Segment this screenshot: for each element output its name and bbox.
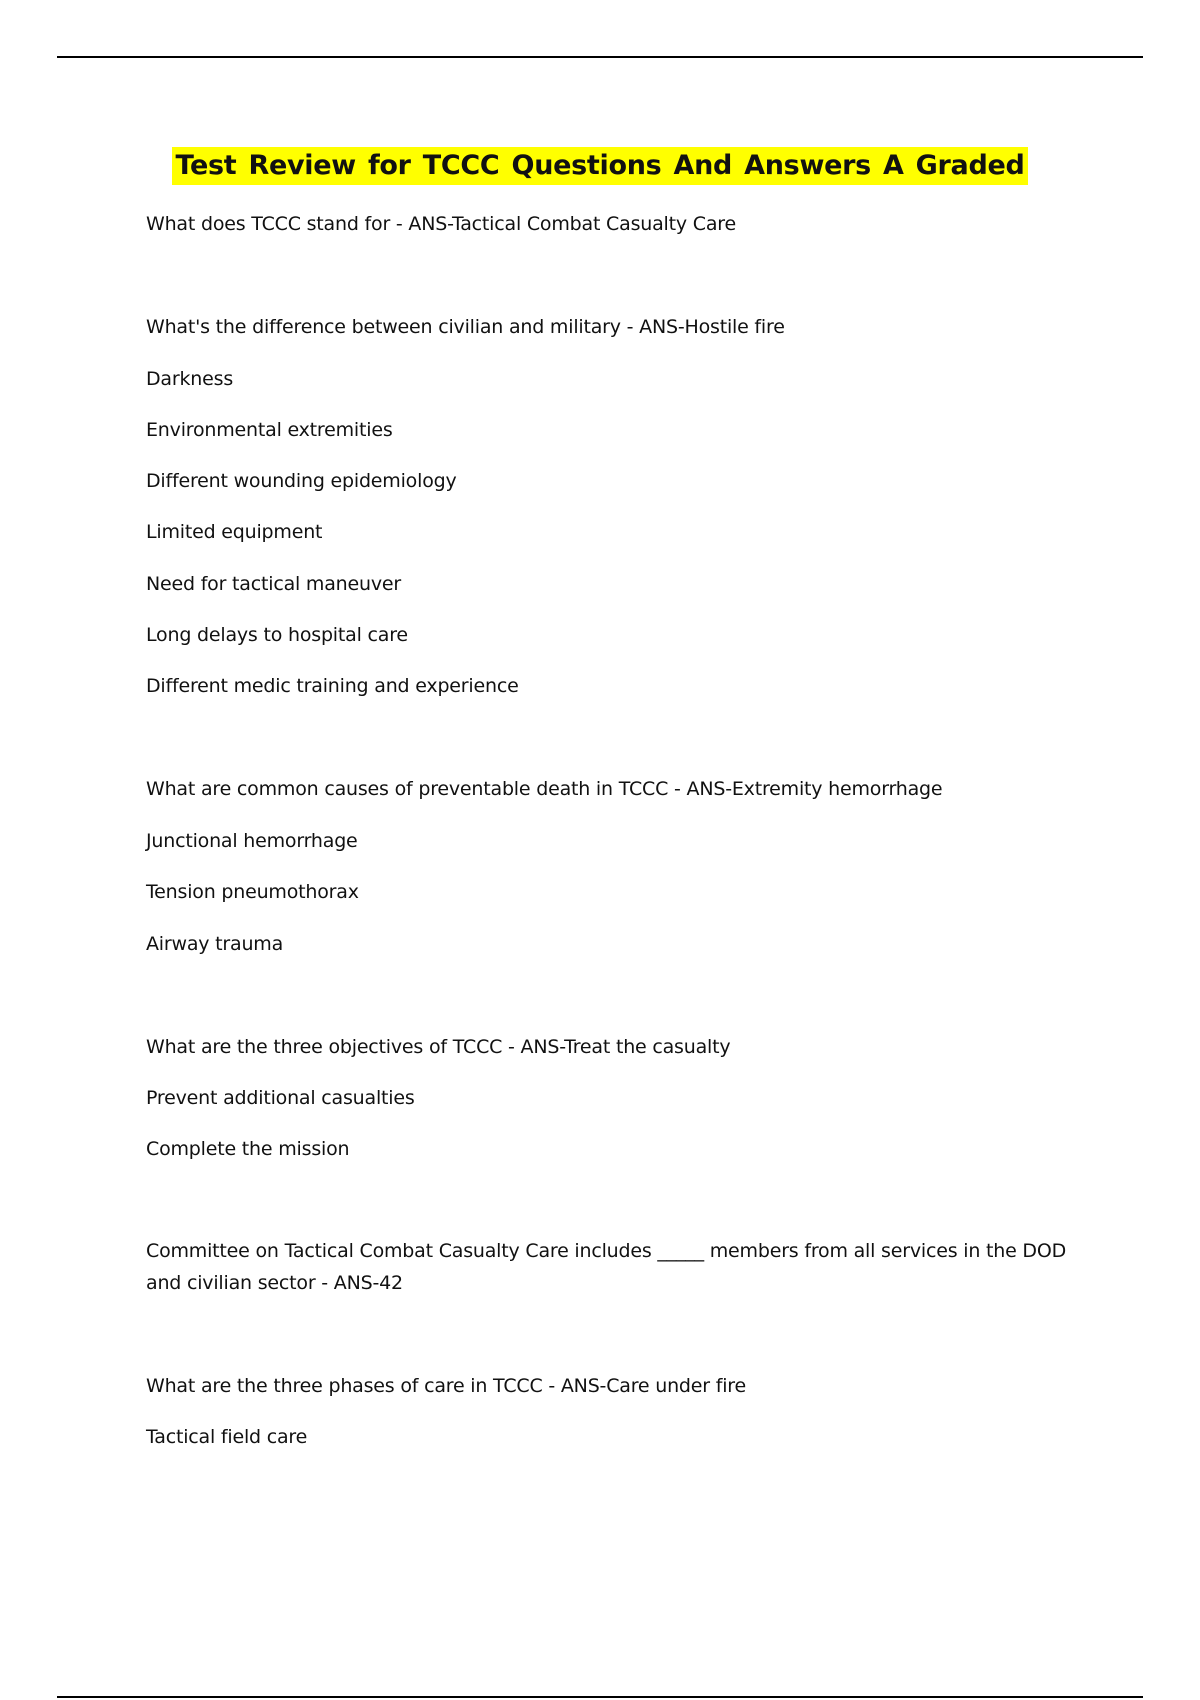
qa-question-1: What does TCCC stand for - ANS-Tactical Combat Casualty Care xyxy=(146,213,736,235)
qa-answer-line: Need for tactical maneuver xyxy=(146,573,402,595)
qa-answer-line: Complete the mission xyxy=(146,1138,350,1160)
qa-question-2: What's the difference between civilian and military - ANS-Hostile fire xyxy=(146,316,785,338)
title-container xyxy=(0,147,1200,185)
qa-answer-line: Airway trauma xyxy=(146,933,284,955)
qa-question-6: What are the three phases of care in TCCC - ANS-Care under fire xyxy=(146,1375,746,1397)
qa-answer-line: Junctional hemorrhage xyxy=(146,830,358,852)
qa-answer-line: Tactical field care xyxy=(146,1426,308,1448)
qa-question-5: Committee on Tactical Combat Casualty Care includes _____ members from all services in the DOD and civilian sector - ANS-42 xyxy=(146,1240,1067,1294)
footer-rule xyxy=(57,1696,1143,1698)
qa-answer-line: Limited equipment xyxy=(146,521,323,543)
qa-answer-line: Darkness xyxy=(146,368,234,390)
qa-question-4: What are the three objectives of TCCC - ANS-Treat the casualty xyxy=(146,1036,731,1058)
qa-answer-line: Environmental extremities xyxy=(146,419,393,441)
qa-question-3: What are common causes of preventable death in TCCC - ANS-Extremity hemorrhage xyxy=(146,778,943,800)
qa-answer-line: Different wounding epidemiology xyxy=(146,470,457,492)
qa-answer-line: Long delays to hospital care xyxy=(146,624,408,646)
header-rule xyxy=(57,56,1143,58)
document-title: Test Review for TCCC Questions And Answers A Graded xyxy=(172,147,1027,185)
qa-answer-line: Prevent additional casualties xyxy=(146,1087,415,1109)
qa-answer-line: Tension pneumothorax xyxy=(146,881,359,903)
qa-answer-line: Different medic training and experience xyxy=(146,675,519,697)
